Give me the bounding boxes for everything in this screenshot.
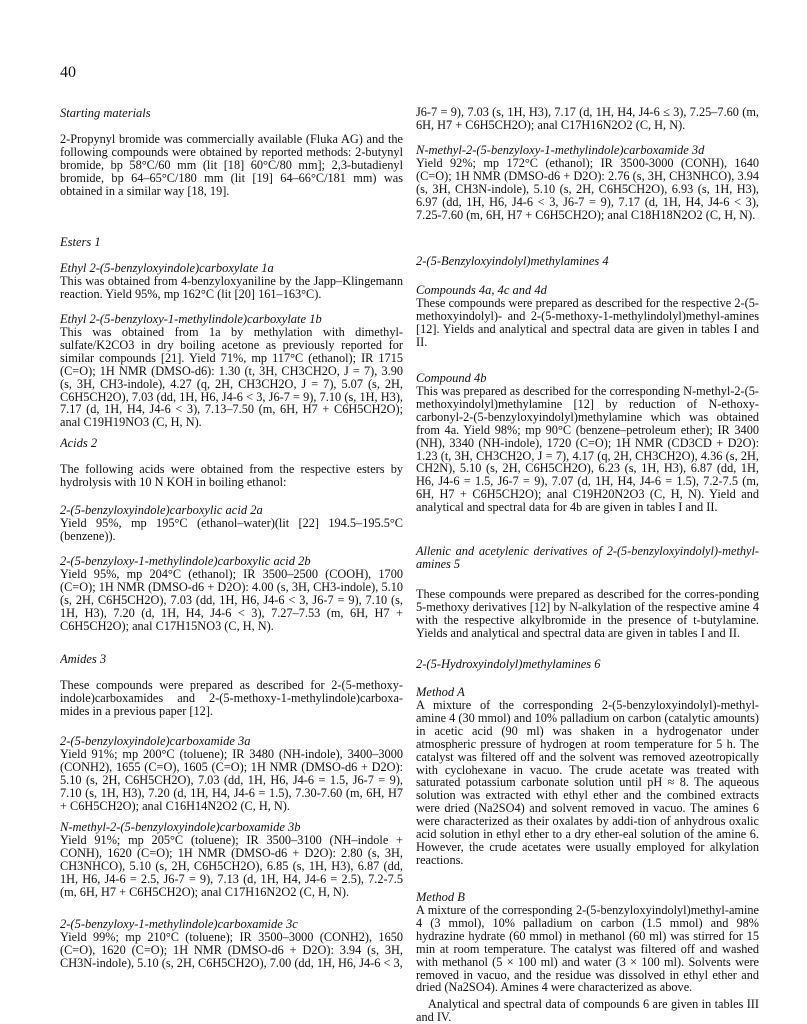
compound-text: Yield 95%, mp 204°C (ethanol); IR 3500–2500 (COOH), 1700 (C=O); 1H NMR (DMSO-d6 + D2O): 4.00 (s, 3H, CH3-indole), 5.10 (s, 2H, C6H5CH2O), 7.03 (dd, 1H, H6, J4-6 < 3, J6-7 = 9), 7.10 (s, 1H, H3), 7.20 (d, 1H, H4, J4-6 < 3), 7.27–7.53 (m, 6H, H7 + C6H5CH2O); anal C17H15NO3 (C, H, N). (60, 567, 403, 633)
paragraph-text: J6-7 = 9), 7.03 (s, 1H, H3), 7.17 (d, 1H, H4, J4-6 ≤ 3), 7.25–7.60 (m, 6H, H7 + C6H5CH2O); anal C17H16N2O2 (C, H, N). (416, 105, 759, 132)
closing-paragraph (416, 998, 759, 1024)
section-heading: 2-(5-Hydroxyindolyl)methylamines 6 (416, 657, 601, 671)
compound-1a (60, 261, 403, 301)
compound-3c (60, 917, 403, 970)
paragraph-text: These compounds were prepared as described for 2-(5-methoxy-indole)carboxamides and 2-(5-methoxy-1-methylindole)carboxa-mides in a previous paper [12]. (60, 678, 403, 718)
compound-heading: Compounds 4a, 4c and 4d (416, 283, 547, 297)
section-heading: Acids 2 (60, 436, 98, 450)
method-b (416, 890, 759, 994)
paragraph (60, 463, 403, 489)
section-methylamines-4 (416, 254, 759, 268)
compound-text: This was obtained from 4-benzyloxyaniline by the Japp–Klingemann reaction. Yield 95%, mp 162°C (lit [20] 161–163°C). (60, 274, 403, 301)
paragraph-text: The following acids were obtained from the respective esters by hydrolysis with 10 N KOH in boiling ethanol: (60, 462, 403, 489)
page-number: 40 (60, 64, 76, 81)
compound-heading: 2-(5-benzyloxyindole)carboxamide 3a (60, 734, 251, 748)
method-a (416, 685, 759, 867)
compound-text: These compounds were prepared as described for the respective 2-(5-methoxyindolyl)- and 2-(5-methoxy-1-methylindolyl)methyl-amines [12]. Yields and analytical and spectral data are given in tables I and II. (416, 296, 759, 349)
compound-3b (60, 820, 403, 899)
section-heading: Allenic and acetylenic derivatives of 2-(5-benzyloxyindolyl)-methyl-amines 5 (416, 544, 759, 571)
compound-text: Yield 91%; mp 205°C (toluene); IR 3500–3100 (NH–indole + CONH), 1620 (C=O); 1H NMR (DMSO-d6 + D2O): 2.80 (s, 3H, CH3NHCO), 5.10 (s, 2H, C6H5CH2O), 6.85 (s, 1H, H3), 6.87 (dd, 1H, H6, J4-6 = 2.5, J6-7 = 9), 7.13 (d, 1H, H4, J4-6 = 2.5), 7.2-7.5 (m, 6H, H7 + C6H5CH2O); anal C17H16N2O2 (C, H, N). (60, 833, 403, 899)
paragraph (416, 588, 759, 640)
compound-3d (416, 143, 759, 222)
compound-heading: 2-(5-benzyloxy-1-methylindole)carboxylic acid 2b (60, 554, 311, 568)
method-text: A mixture of the corresponding 2-(5-benzyloxyindolyl)methyl-amine 4 (3 mmol), 10% palladium on carbon (1.5 mmol) and 98% hydrazine hydrate (60 mmol) in methanol (60 ml) was stirred for 15 min at room temperature. The catalyst was filtered off and washed with methanol (5 × 100 ml) and water (3 × 100 ml). Solvents were removed in vacuo, and the residue was dissolved in ethyl ether and dried (Na2SO4). Amines 4 were characterized as above. (416, 903, 759, 995)
section-heading: Starting materials (60, 106, 151, 120)
section-acids (60, 436, 403, 450)
method-heading: Method B (416, 890, 465, 904)
compound-text: This was obtained from 1a by methylation with dimethyl-sulfate/K2CO3 in dry boiling acetone as previously reported for similar compounds [21]. Yield 71%, mp 117°C (ethanol); IR 1715 (C=O); 1H NMR (DMSO-d6): 1.30 (t, 3H, CH3CH2O, J = 7), 3.90 (s, 3H, CH3-indole), 4.27 (q, 2H, CH3CH2O, J = 7), 5.07 (s, 2H, C6H5CH2O), 7.03 (dd, 1H, H6, J4-6 < 3, J6-7 = 9), 7.10 (s, 1H, H3), 7.17 (d, 1H, H4, J4-6 < 3), 7.13–7.50 (m, 6H, H7 + C6H5CH2O); anal C19H19NO3 (C, H, N). (60, 325, 403, 430)
compound-heading: 2-(5-benzyloxy-1-methylindole)carboxamide 3c (60, 917, 298, 931)
compound-1b (60, 312, 403, 429)
paragraph-text: 2-Propynyl bromide was commercially available (Fluka AG) and the following compounds were obtained by reported methods: 2-butynyl bromide, bp 58°C/60 mm (lit [18] 60°C/80 mm]; 2,3-butadienyl bromide, bp 64–65°C/180 mm (lit [19] 64–66°C/181 mm) was obtained in a similar way [18, 19]. (60, 132, 403, 198)
compound-heading: Ethyl 2-(5-benzyloxy-1-methylindole)carboxylate 1b (60, 312, 322, 326)
method-text: A mixture of the corresponding 2-(5-benzyloxyindolyl)-methyl-amine 4 (30 mmol) and 10% palladium on carbon (catalytic amounts) in acetic acid (90 ml) was shaken in a hydrogenator under atmospheric pressure of hydrogen at room temperature for 5 h. The catalyst was filtered off and the solvent was removed azeotropically with cyclohexane in vacuo. The crude acetate was treated with saturated potassium carbonate solution until pH ≈ 8. The aqueous solution was extracted with ethyl ether and the combined extracts were dried (Na2SO4) and solvent removed in vacuo. The amines 6 were characterized as their oxalates by addi-tion of anhydrous oxalic acid solution in ethyl ether to a dry ether-eal solution of the amine 6. However, the crude acetates were usually employed for alkylation reactions. (416, 698, 759, 867)
section-heading: Amides 3 (60, 652, 107, 666)
compound-heading: Compound 4b (416, 371, 487, 385)
compound-text: Yield 92%; mp 172°C (ethanol); IR 3500-3000 (CONH), 1640 (C=O); 1H NMR (DMSO-d6 + D2O): 2.76 (s, 3H, CH3NHCO), 3.94 (s, 3H, CH3N-indole), 5.10 (s, 2H, C6H5CH2O), 6.93 (s, 1H, H3), 6.97 (dd, 1H, H6, J4-6 < 3, J6-7 = 9), 7.17 (d, 1H, H4, J4-6 < 3), 7.25-7.60 (m, 6H, H7 + C6H5CH2O); anal C18H18N2O2 (C, H, N). (416, 156, 759, 222)
compound-text: Yield 95%, mp 195°C (ethanol–water)(lit [22] 194.5–195.5°C (benzene)). (60, 516, 403, 543)
compound-text: Yield 91%; mp 200°C (toluene); IR 3480 (NH-indole), 3400–3000 (CONH2), 1655 (C=O), 1605 (C=O); 1H NMR (DMSO-d6 + D2O): 5.10 (s, 2H, C6H5CH2O), 7.03 (dd, 1H, H6, J4-6 = 1.5, J6-7 = 9), 7.10 (s, 1H, H3), 7.20 (d, 1H, H4, J4-6 = 1.5), 7.30-7.60 (m, 6H, H7 + C6H5CH2O); anal C16H14N2O2 (C, H, N). (60, 747, 403, 813)
compound-2a (60, 503, 403, 543)
paragraph (60, 679, 403, 718)
compound-text: This was prepared as described for the corresponding N-methyl-2-(5-methoxyindolyl)methylamine [12] by reduction of N-ethoxy-carbonyl-2-(5-benzyloxyindolyl)methylamine which was obtained from 4a. Yield 98%; mp 90°C (benzene–petroleum ether); IR 3400 (NH), 3340 (NH-indole), 1720 (C=O); 1H NMR (CD3CD + D2O): 1.23 (t, 3H, CH3CH2O, J = 7), 4.17 (q, 2H, CH3CH2O), 4.36 (s, 2H, CH2N), 5.10 (s, 2H, C6H5CH2O), 6.23 (s, 1H, H3), 6.87 (dd, 1H, H6, J4-6 = 1.5, J6-7 = 9), 7.07 (d, 1H, H4, J4-6 = 1.5), 7.2-7.5 (m, 6H, H7 + C6H5CH2O); anal C19H20N2O3 (C, H, N). Yield and analytical and spectral data for 4b are given in tables I and II. (416, 384, 759, 515)
compound-4b (416, 371, 759, 514)
compound-heading: N-methyl-2-(5-benzyloxy-1-methylindole)carboxamide 3d (416, 143, 705, 157)
section-amides (60, 652, 403, 666)
section-heading: 2-(5-Benzyloxyindolyl)methylamines 4 (416, 254, 609, 268)
compound-text: Yield 99%; mp 210°C (toluene); IR 3500–3000 (CONH2), 1650 (C=O), 1620 (C=O); 1H NMR (DMSO-d6 + D2O): 3.94 (s, 3H, CH3N-indole), 5.10 (s, 2H, C6H5CH2O), 7.00 (dd, 1H, H6, J4-6 < 3, (60, 930, 403, 970)
compound-heading: Ethyl 2-(5-benzyloxyindole)carboxylate 1a (60, 261, 274, 275)
compound-heading: N-methyl-2-(5-benzyloxyindole)carboxamide 3b (60, 820, 301, 834)
compound-heading: 2-(5-benzyloxyindole)carboxylic acid 2a (60, 503, 263, 517)
method-heading: Method A (416, 685, 465, 699)
section-derivatives-5 (416, 545, 759, 571)
compound-2b (60, 554, 403, 633)
section-starting-materials (60, 106, 403, 120)
section-esters (60, 235, 403, 249)
compound-3a (60, 734, 403, 813)
section-heading: Esters 1 (60, 235, 101, 249)
paragraph-text: Analytical and spectral data of compounds 6 are given in tables III and IV. (416, 997, 759, 1024)
paragraph (60, 133, 403, 198)
paragraph-text: These compounds were prepared as described for the corres-ponding 5-methoxy derivatives [12] by N-alkylation of the respective amine 4 with the respective alkylbromide in the presence of t-butylamine. Yields and analytical and spectral data are given in tables I and II. (416, 587, 759, 640)
continued-paragraph (416, 106, 759, 132)
compounds-4a-4c-4d (416, 283, 759, 349)
section-hydroxyindolyl-6 (416, 657, 759, 671)
